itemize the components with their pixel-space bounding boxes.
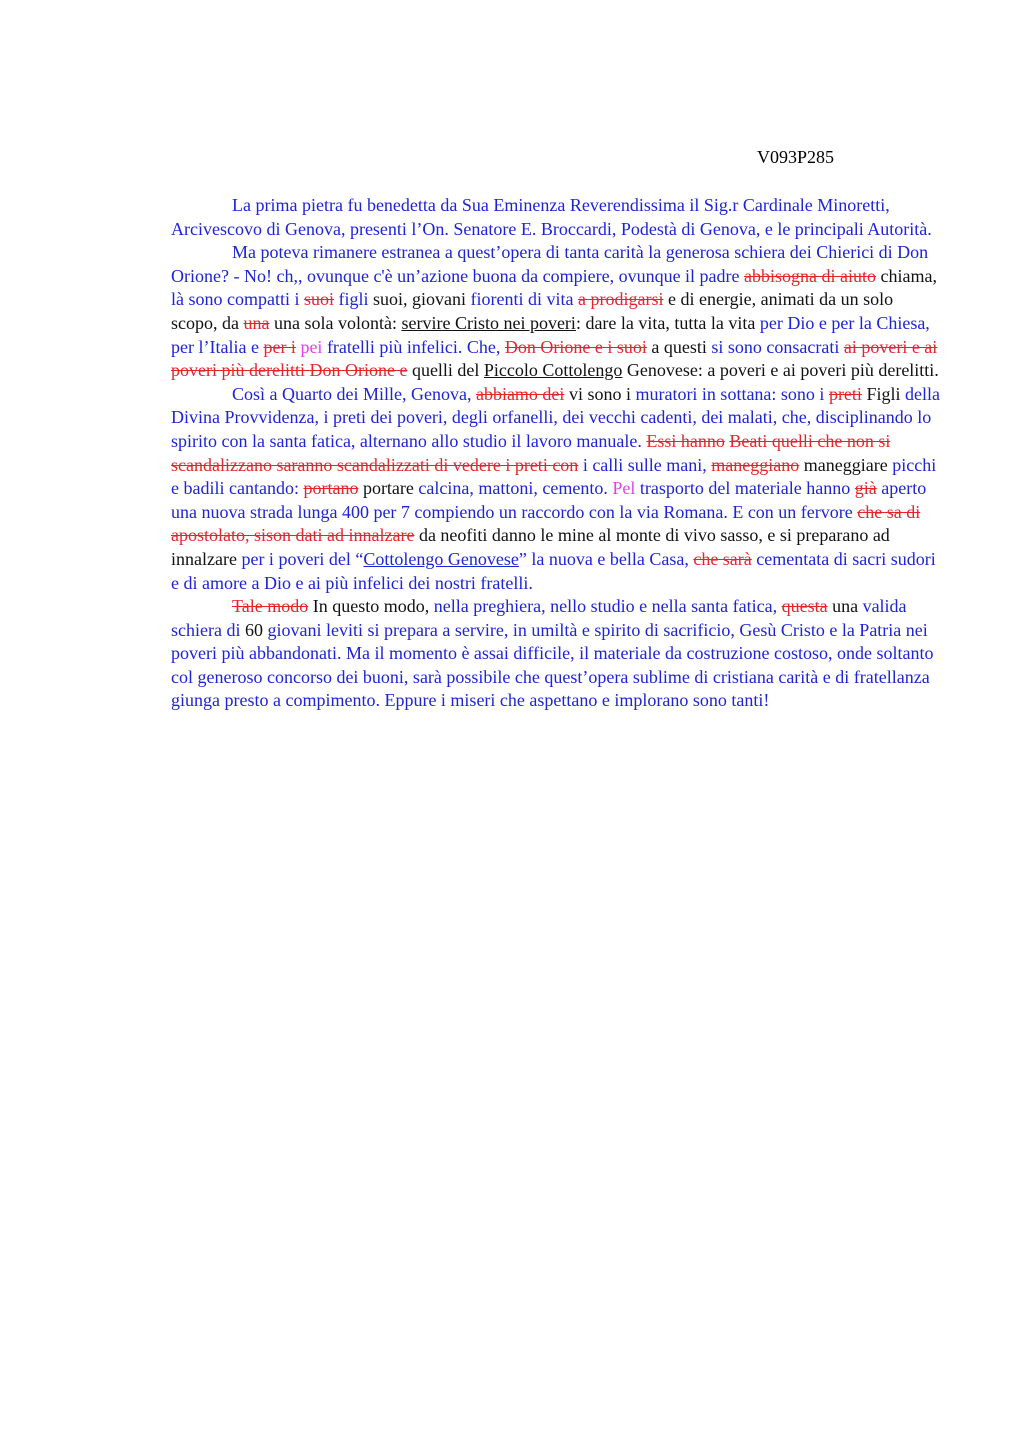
inserted-text: valida schiera di [171,596,907,640]
inserted-text: fratelli più infelici. Che, [322,336,505,357]
inserted-text: La prima pietra fu benedetta da Sua Eminenza Reverendissima il Sig.r Cardinale Minoretti, Arcivescovo di Genova, presenti l’On. Senatore E. Broccardi, Podestà di Genova, e le principali Autorità. [171,195,932,239]
inserted-text: cementata di sacri sudori e di amore a Dio e ai più infelici dei nostri fratelli. [171,548,936,593]
original-text: vi sono i [564,383,636,404]
deleted-text: preti [828,383,862,404]
inserted-text: muratori in sottana: sono i [635,383,829,404]
original-text: suoi, giovani [373,289,471,310]
deleted-text: una [243,312,270,333]
inserted-text: Ma poteva rimanere estranea a quest’opera di tanta carità la generosa schiera dei Chierici di Don Orione? - No! ch,, ovunque c'è un’azione buona da compiere, ovunque il padre [171,242,929,286]
deleted-text: che sarà [693,548,752,569]
inserted-text: della Divina Provvidenza, i preti dei poveri, degli orfanelli, dei vecchi cadenti, dei malati, che, disciplinando lo spirito con la santa fatica, alternano allo studio il lavoro manuale. [171,383,940,451]
inserted-text: per Dio e per la Chiesa, per l’Italia e [171,312,930,357]
deleted-text: suoi [303,289,334,310]
inserted-text: Cottolengo Genovese [363,548,519,569]
original-text: servire Cristo nei poveri [401,312,576,333]
original-text: Piccolo Cottolengo [483,360,623,381]
original-text: a questi [646,336,712,357]
paragraph-1 [171,194,941,241]
deleted-text: Essi hanno [646,430,725,451]
paragraph-3 [171,383,941,595]
original-text: chiama, [876,265,937,286]
inserted-text: ” la nuova e bella Casa, [518,548,694,569]
paragraph-4 [171,595,941,713]
deleted-text: portano [303,478,359,499]
original-text: In questo modo, [308,596,434,617]
inserted-text: si sono consacrati [711,336,844,357]
deleted-text: a prodigarsi [577,289,664,310]
inserted-text: trasporto del materiale hanno [635,478,855,499]
deleted-text: questa [781,596,828,617]
deleted-text: che sa di apostolato, sison dati ad innalzare [171,501,921,546]
document-id: V093P285 [757,147,835,167]
original-text: Genovese: a poveri e ai poveri più derelitti. [622,360,939,381]
original-text: una sola volontà: [269,312,402,333]
inserted-text: nella preghiera, nello studio e nella santa fatica, [433,596,782,617]
original-text: maneggiare [799,454,893,475]
inserted-text: calcina, mattoni, cemento. [418,478,613,499]
deleted-text: ai poveri e ai poveri più derelitti Don Orione e [171,336,938,381]
deleted-text: per i [263,336,296,357]
inserted-text: i calli sulle mani, [578,454,712,475]
deleted-text: abbiamo dei [475,383,565,404]
original-text: e di energie, animati da un solo scopo, da [171,289,894,333]
deleted-text: già [854,478,877,499]
original-text: da neofiti danno le mine al monte di vivo sasso, e si preparano ad innalzare [171,525,890,569]
deleted-text: maneggiano [711,454,800,475]
highlighted-text: Pel [612,478,636,499]
original-text: Figli [861,383,905,404]
original-text: 60 [244,619,268,640]
inserted-text: fiorenti di vita [470,289,578,310]
inserted-text: figli [334,289,373,310]
original-text: portare [358,478,419,499]
inserted-text: Così a Quarto dei Mille, Genova, [232,383,476,404]
deleted-text: Don Orione e i suoi [504,336,647,357]
original-text: una [827,596,863,617]
inserted-text: aperto una nuova strada lunga 400 per 7 compiendo un raccordo con la via Romana. E con un fervore [171,478,927,522]
inserted-text: picchi e badili cantando: [171,454,937,499]
inserted-text: giovani leviti si prepara a servire, in umiltà e spirito di sacrificio, Gesù Cristo e la Patria nei poveri più abbandonati. Ma il momento è assai difficile, il materiale da costruzione costoso, onde soltanto col generoso concorso dei buoni, sarà possibile che quest’opera sublime di cristiana carità e di fratellanza giunga presto a compimento. Eppure i miseri che aspettano e implorano sono tanti! [171,619,934,711]
original-text: quelli del [407,360,484,381]
deleted-text: Tale modo [232,596,309,617]
original-text: : dare la vita, tutta la vita [575,312,760,333]
highlighted-text: pei [300,336,323,357]
paragraph-2 [171,241,941,383]
document-body [171,194,941,713]
inserted-text: là sono compatti i [171,289,304,310]
deleted-text: Beati quelli che non si scandalizzano saranno scandalizzati di vedere i preti con [171,430,891,475]
inserted-text: per i poveri del “ [241,548,364,569]
deleted-text: abbisogna di aiuto [744,265,877,286]
